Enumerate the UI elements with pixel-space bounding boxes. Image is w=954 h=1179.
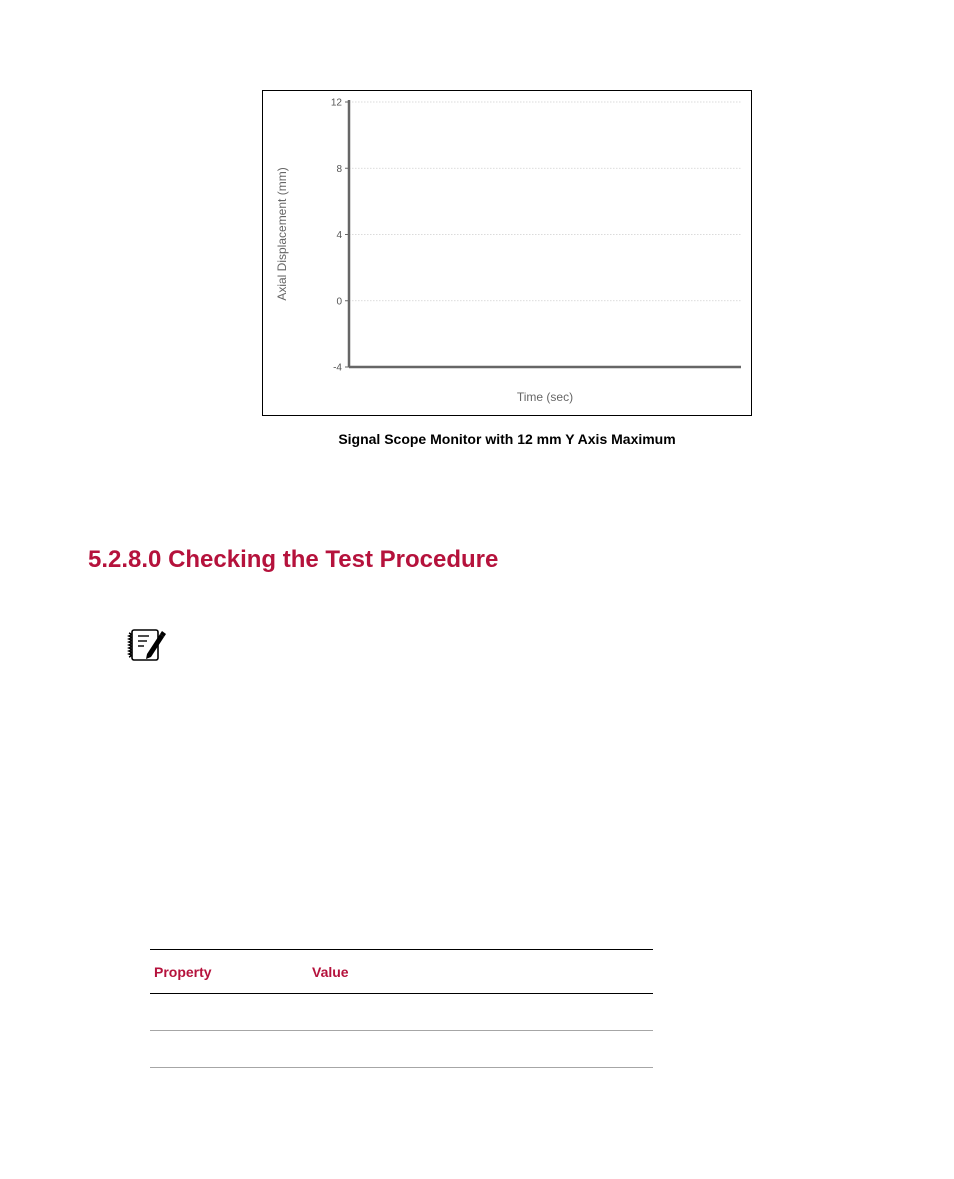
figure-caption: Signal Scope Monitor with 12 mm Y Axis Maximum	[338, 431, 676, 447]
y-tick-label: 0	[336, 296, 342, 308]
signal-scope-chart	[263, 91, 751, 415]
y-tick-label: -4	[333, 362, 342, 374]
y-axis-label: Axial Displacement (mm)	[275, 167, 289, 301]
table-cell	[308, 994, 653, 1031]
figure-frame	[262, 90, 752, 416]
column-header-value: Value	[308, 950, 653, 994]
y-tick-label: 8	[336, 163, 342, 175]
table-header-row	[150, 950, 653, 994]
property-table	[150, 949, 653, 1068]
y-tick-label: 4	[336, 230, 342, 241]
section-heading: 5.2.8.0 Checking the Test Procedure	[88, 546, 499, 573]
table-cell	[150, 994, 308, 1031]
table-row	[150, 1031, 653, 1068]
y-tick-label: 12	[330, 97, 342, 109]
x-axis-label: Time (sec)	[516, 390, 574, 404]
column-header-property: Property	[150, 950, 308, 994]
table-cell	[150, 1031, 308, 1068]
note-pencil-icon	[127, 627, 167, 665]
table-row	[150, 994, 653, 1031]
table-cell	[308, 1031, 653, 1068]
